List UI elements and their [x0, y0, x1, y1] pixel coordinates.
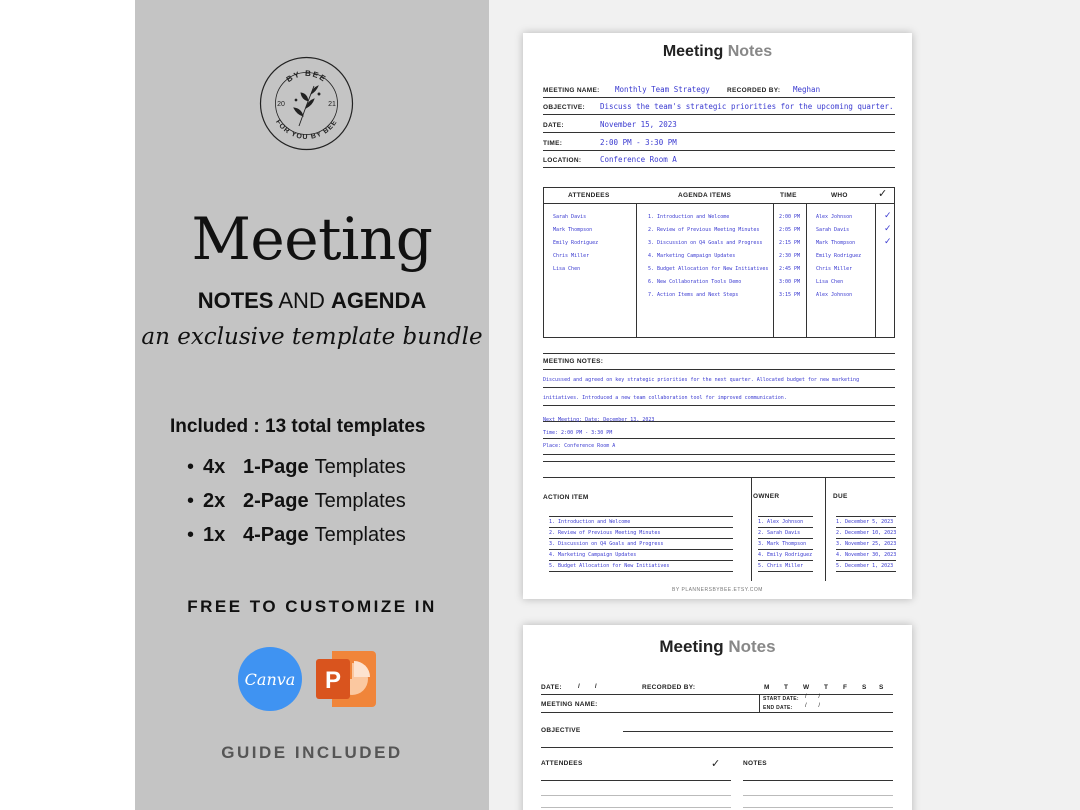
date-label: DATE: [543, 122, 564, 129]
item-tag: 4-Page [243, 523, 309, 546]
subtitle-agenda: AGENDA [330, 288, 427, 313]
list-item: 2. Review of Previous Meeting Minutes [648, 227, 760, 233]
headline-title: Meeting [191, 205, 433, 273]
logo-bottom-text: FOR YOU BY BEE [274, 118, 339, 142]
list-item: 1. Introduction and Welcome [648, 214, 730, 220]
brand-logo [259, 56, 354, 151]
weekday: S [862, 684, 867, 691]
list-item: 2. Sarah Davis [758, 530, 801, 536]
item-tag: 1-Page [243, 455, 309, 478]
list-item: Mark Thompson [816, 240, 856, 246]
customize-label: FREE TO CUSTOMIZE IN [187, 597, 437, 616]
list-item: 2:45 PM [779, 266, 801, 272]
list-item: 5. December 1, 2023 [836, 563, 894, 569]
sheet-footer: BY PLANNERSBYBEE.ETSY.COM [672, 587, 763, 593]
list-item: Chris Miller [553, 253, 590, 259]
end-date-label: END DATE: [763, 705, 793, 711]
list-item: 2. Review of Previous Meeting Minutes [549, 530, 661, 536]
list-item: • 1x 4-Page Templates [187, 523, 406, 546]
time-value: 2:00 PM - 3:30 PM [600, 138, 677, 147]
notes-label: MEETING NOTES: [543, 358, 604, 365]
list-item: Mark Thompson [553, 227, 593, 233]
list-item: • 2x 2-Page Templates [187, 489, 406, 512]
logo-top-text: BY BEE [284, 68, 329, 85]
recorded-label: RECORDED BY: [642, 684, 696, 691]
headline-tagline: an exclusive template bundle [141, 324, 483, 350]
check-icon: ✓ [884, 236, 892, 246]
list-item: Sarah Davis [553, 214, 587, 220]
weekday: T [824, 684, 829, 691]
item-count: 1x [203, 523, 226, 546]
objective-label: OBJECTIVE [541, 727, 581, 734]
list-item: 4. Marketing Campaign Updates [549, 552, 637, 558]
canva-icon: Canva [238, 647, 302, 711]
action-label: ACTION ITEM [543, 494, 589, 501]
meeting-name-label: MEETING NAME: [543, 87, 600, 94]
due-label: DUE [833, 493, 848, 500]
list-item: 4. Marketing Campaign Updates [648, 253, 736, 259]
col-time: TIME [780, 192, 797, 199]
list-item: 3. Discussion on Q4 Goals and Progress [648, 240, 763, 246]
item-tag: 2-Page [243, 489, 309, 512]
left-margin [0, 0, 135, 810]
list-item: 2:30 PM [779, 253, 801, 259]
date-label: DATE: [541, 684, 562, 691]
list-item: Alex Johnson [816, 214, 853, 220]
list-item: Sarah Davis [816, 227, 850, 233]
sheet-title-b: Notes [727, 43, 773, 60]
list-item: Emily Rodriguez [816, 253, 862, 259]
end-date-slashes: / / [805, 703, 821, 709]
item-text: Templates [314, 455, 406, 478]
sheet-title-b: Notes [728, 637, 776, 656]
list-item: 4. Emily Rodriguez [758, 552, 813, 558]
list-item: 3. Mark Thompson [758, 541, 807, 547]
svg-text:P: P [324, 667, 342, 694]
col-attendees: ATTENDEES [568, 192, 610, 199]
included-title: Included : 13 total templates [170, 416, 426, 437]
sheet-title-a: Meeting [659, 637, 724, 656]
weekday: M [764, 684, 770, 691]
sheet-title [523, 637, 912, 657]
next-meeting-place: Place: Conference Room A [543, 443, 616, 449]
start-date-slashes: / / [805, 694, 821, 700]
list-item: 2. December 10, 2023 [836, 530, 897, 536]
headline-subtitle [135, 288, 489, 314]
date-value: November 15, 2023 [600, 120, 677, 129]
subtitle-and: AND [273, 288, 331, 313]
weekday: T [784, 684, 789, 691]
list-item: 1. Alex Johnson [758, 519, 804, 525]
col-who: WHO [831, 192, 848, 199]
check-icon: ✓ [884, 210, 892, 220]
list-item: 2:15 PM [779, 240, 801, 246]
meeting-name-label: MEETING NAME: [541, 701, 598, 708]
location-label: LOCATION: [543, 157, 582, 164]
logo-year-right: 21 [328, 101, 336, 108]
item-text: Templates [314, 523, 406, 546]
objective-label: OBJECTIVE: [543, 104, 586, 111]
list-item: 3:00 PM [779, 279, 801, 285]
sheet-title [523, 43, 912, 61]
list-item: 2:00 PM [779, 214, 801, 220]
list-item: Chris Miller [816, 266, 853, 272]
list-item: Lisa Chen [816, 279, 844, 285]
logo-year-left: 20 [277, 101, 285, 108]
weekday: S [879, 684, 884, 691]
leaf-icon [294, 86, 320, 126]
list-item: 5. Chris Miller [758, 563, 804, 569]
svg-text:FOR YOU BY BEE [274, 119, 339, 141]
list-item: 3. November 25, 2023 [836, 541, 897, 547]
list-item: 1. Introduction and Welcome [549, 519, 631, 525]
attendees-label: ATTENDEES [541, 760, 583, 767]
list-item: 6. New Collaboration Tools Demo [648, 279, 742, 285]
list-item: Alex Johnson [816, 292, 853, 298]
item-text: Templates [314, 489, 406, 512]
date-slashes: / / [578, 683, 597, 690]
next-meeting-date: Next Meeting: Date: December 13, 2023 [543, 417, 655, 423]
owner-label: OWNER [753, 493, 780, 500]
item-count: 2x [203, 489, 226, 512]
check-header-icon: ✓ [878, 188, 888, 200]
list-item: 2:05 PM [779, 227, 801, 233]
notes-line-1: Discussed and agreed on key strategic priorities for the next quarter. Allocated budget for new marketing [543, 377, 860, 383]
list-item: 7. Action Items and Next Steps [648, 292, 739, 298]
template-preview-page2 [523, 625, 912, 810]
sheet-title-a: Meeting [662, 43, 724, 60]
col-agenda: AGENDA ITEMS [678, 192, 732, 199]
svg-text:BY BEE [285, 69, 328, 84]
template-preview-page1 [523, 33, 912, 599]
list-item: 3. Discussion on Q4 Goals and Progress [549, 541, 664, 547]
list-item: • 4x 1-Page Templates [187, 455, 406, 478]
meeting-name-value: Monthly Team Strategy [615, 85, 710, 94]
powerpoint-icon [314, 649, 378, 709]
item-count: 4x [203, 455, 226, 478]
list-item: 5. Budget Allocation for New Initiatives [549, 563, 670, 569]
location-value: Conference Room A [600, 155, 677, 164]
start-date-label: START DATE: [763, 696, 799, 702]
guide-label: GUIDE INCLUDED [221, 743, 403, 762]
list-item: Lisa Chen [553, 266, 581, 272]
subtitle-notes: NOTES [197, 288, 274, 313]
time-label: TIME: [543, 140, 563, 147]
objective-value: Discuss the team's strategic priorities for the upcoming quarter. [600, 102, 894, 111]
next-meeting-time: Time: 2:00 PM - 3:30 PM [543, 430, 613, 436]
weekday: W [803, 684, 810, 691]
notes-label: NOTES [743, 760, 767, 767]
list-item: 3:15 PM [779, 292, 801, 298]
list-item: 1. December 5, 2023 [836, 519, 894, 525]
list-item: 4. November 30, 2023 [836, 552, 897, 558]
included-list [187, 450, 406, 552]
recorded-label: RECORDED BY: [727, 87, 781, 94]
list-item: Emily Rodriguez [553, 240, 599, 246]
check-icon: ✓ [884, 223, 892, 233]
check-icon: ✓ [711, 758, 721, 770]
notes-line-2: initiatives. Introduced a new team collaboration tool for improved communication. [543, 395, 787, 401]
list-item: 5. Budget Allocation for New Initiatives [648, 266, 769, 272]
recorded-value: Meghan [793, 85, 821, 94]
weekday: F [843, 684, 848, 691]
